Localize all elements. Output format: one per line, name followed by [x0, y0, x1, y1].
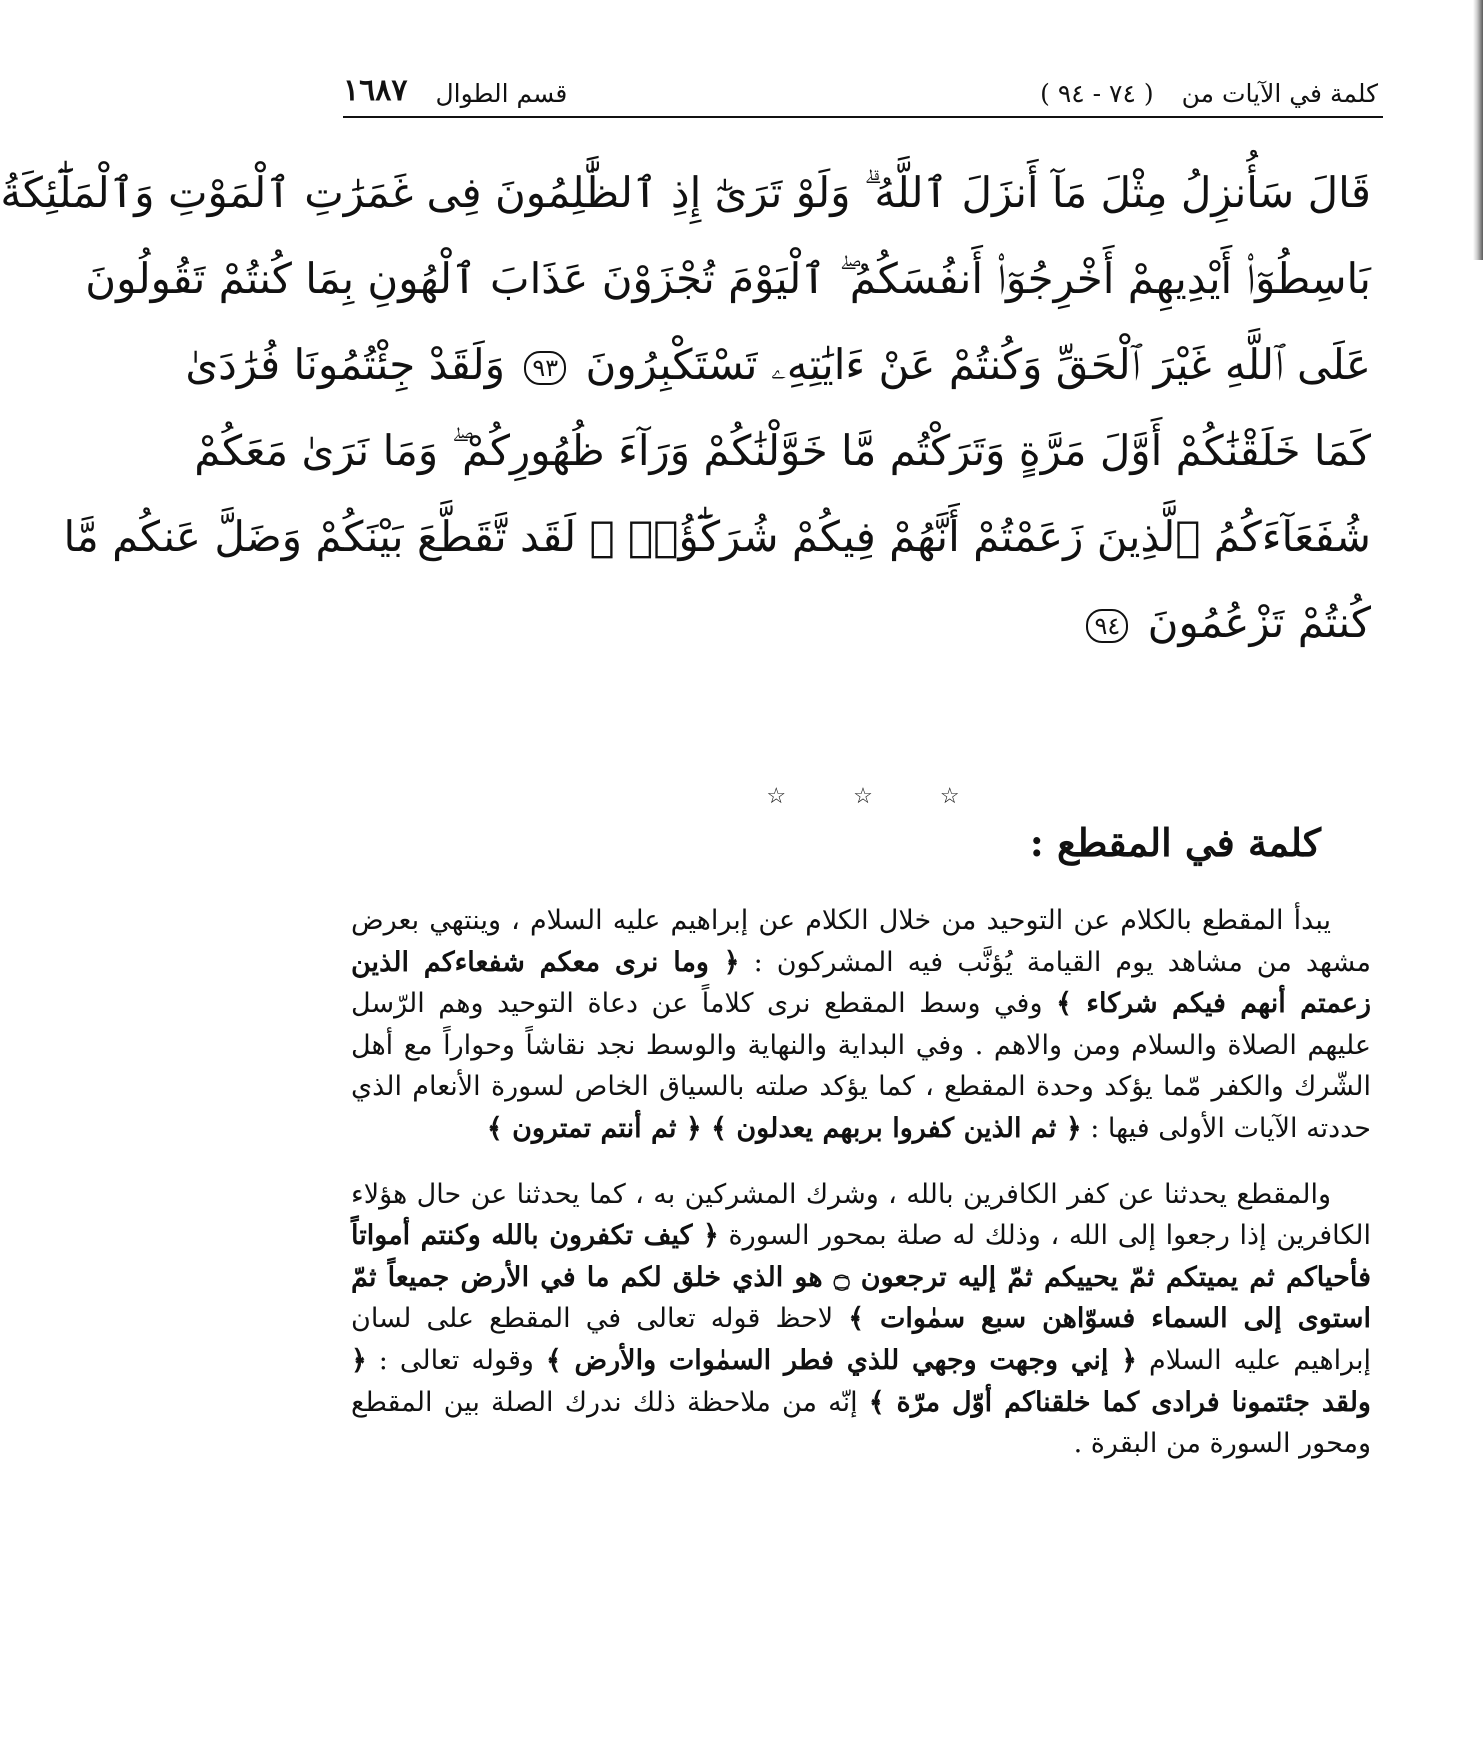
- commentary-body: [351, 900, 1371, 1465]
- verse-line-3: [185, 322, 1371, 408]
- verse-line-6: [351, 580, 1371, 666]
- verse-line-5: شُفَعَآءَكُمُ ٱلَّذِينَ زَعَمْتُمْ أَنَّهُمْ فِيكُمْ شُرَكَٰٓؤُا۟ ۚ لَقَد تَّقَطَّعَ بَيْنَكُمْ وَضَلَّ عَنكُم مَّا: [63, 512, 1371, 561]
- p2-quote-2: ﴿ إني وجهت وجهي للذي فطر السمٰوات والأرض ﴾: [545, 1344, 1138, 1376]
- p2-text-1: والمقطع يحدثنا عن كفر الكافرين بالله ، وشرك المشركين به ، كما يحدثنا عن حال هؤلاء الكافرين إذا رجعوا إلى الله ، وذلك له صلة بمحور السورة: [351, 1178, 1371, 1252]
- verse-line-6-text: كُنتُمْ تَزْعُمُونَ: [1147, 598, 1371, 647]
- page-number: ١٦٨٧: [343, 73, 408, 108]
- p2-quote-3: ﴿ ولقد جئتمونا فرادى كما خلقناكم أوّل مرّة ﴾: [351, 1344, 1371, 1418]
- p1-quote-2: ﴿ ثم الذين كفروا بربهم يعدلون ﴾ ﴿ ثم أنتم تمترون ﴾: [486, 1112, 1082, 1144]
- p1-quote-1: ﴿ وما نرى معكم شفعاءكم الذين زعمتم أنهم فيكم شركاء ﴾: [351, 946, 1371, 1020]
- section-name: قسم الطوال: [435, 79, 568, 108]
- ayah-number-93: ٩٣: [524, 351, 566, 385]
- p1-text-2: وفي وسط المقطع نرى كلاماً عن دعاة التوحيد وهم الرّسل عليهم الصلاة والسلام ومن والاهم . وفي البداية والنهاية والوسط نجد نقاشاً وحواراً مع أهل الشّرك والكفر مّما يؤكد وحدة المقطع ، كما يؤكد صلته بالسياق الخاص لسورة الأنعام الذي حددته الآيات الأولى فيها :: [351, 988, 1371, 1144]
- star-icon: ☆: [939, 784, 960, 809]
- p2-text-2: لاحظ قوله تعالى في المقطع على لسان إبراهيم عليه السلام: [351, 1303, 1371, 1376]
- scan-edge-shadow: [1473, 0, 1483, 260]
- paragraph-1: [351, 900, 1371, 1150]
- quran-verse-block: [0, 150, 1371, 666]
- verse-line-1: قَالَ سَأُنزِلُ مِثْلَ مَآ أَنزَلَ ٱللَّهُ ۗ وَلَوْ تَرَىٰٓ إِذِ ٱلظَّٰلِمُونَ فِى غَمَرَٰتِ ٱلْمَوْتِ وَٱلْمَلَٰٓئِكَةُ: [0, 168, 1371, 217]
- section-separator: [243, 784, 1483, 809]
- running-header: [343, 68, 1378, 108]
- verse-line-2: بَاسِطُوٓا۟ أَيْدِيهِمْ أَخْرِجُوٓا۟ أَنفُسَكُمُ ۖ ٱلْيَوْمَ تُجْزَوْنَ عَذَابَ ٱلْهُونِ بِمَا كُنتُمْ تَقُولُونَ: [85, 254, 1371, 303]
- p2-text-3: وقوله تعالى :: [378, 1344, 534, 1376]
- verse-line-3-text: عَلَى ٱللَّهِ غَيْرَ ٱلْحَقِّ وَكُنتُمْ عَنْ ءَايَٰتِهِۦ تَسْتَكْبِرُونَ: [585, 340, 1371, 389]
- verse-line-4: كَمَا خَلَقْنَٰكُمْ أَوَّلَ مَرَّةٍ وَتَرَكْتُم مَّا خَوَّلْنَٰكُمْ وَرَآءَ ظُهُورِكُمْ ۖ وَمَا نَرَىٰ مَعَكُمْ: [194, 426, 1371, 475]
- p2-text-4: إنّه من ملاحظة ذلك ندرك الصلة بين المقطع ومحور السورة من البقرة .: [351, 1386, 1371, 1460]
- chapter-title-group: [1040, 79, 1378, 108]
- chapter-title: كلمة في الآيات من: [1181, 79, 1378, 108]
- star-icon: ☆: [766, 784, 787, 809]
- star-icon: ☆: [853, 784, 873, 809]
- paragraph-2: [351, 1174, 1371, 1465]
- p2-quote-1: ﴿ كيف تكفرون بالله وكنتم أمواتاً فأحياكم ثم يميتكم ثمّ يحييكم ثمّ إليه ترجعون ۝ هو الذي خلق لكم ما في الأرض جميعاً ثمّ استوى إلى السماء فسوّاهن سبع سمٰوات ﴾: [351, 1220, 1371, 1335]
- section-name-group: [343, 73, 567, 108]
- verse-line-3-continuation: وَلَقَدْ جِئْتُمُونَا فُرَٰدَىٰ: [185, 340, 505, 389]
- verse-range: ( ٧٤ - ٩٤ ): [1040, 79, 1154, 108]
- section-heading: كلمة في المقطع :: [1029, 820, 1321, 865]
- header-rule: [343, 116, 1383, 118]
- ayah-number-94: ٩٤: [1086, 609, 1128, 643]
- p1-text-1: يبدأ المقطع بالكلام عن التوحيد من خلال الكلام عن إبراهيم عليه السلام ، وينتهي بعرض مشهد من مشاهد يوم القيامة يُؤنَّب فيه المشركون :: [351, 905, 1371, 978]
